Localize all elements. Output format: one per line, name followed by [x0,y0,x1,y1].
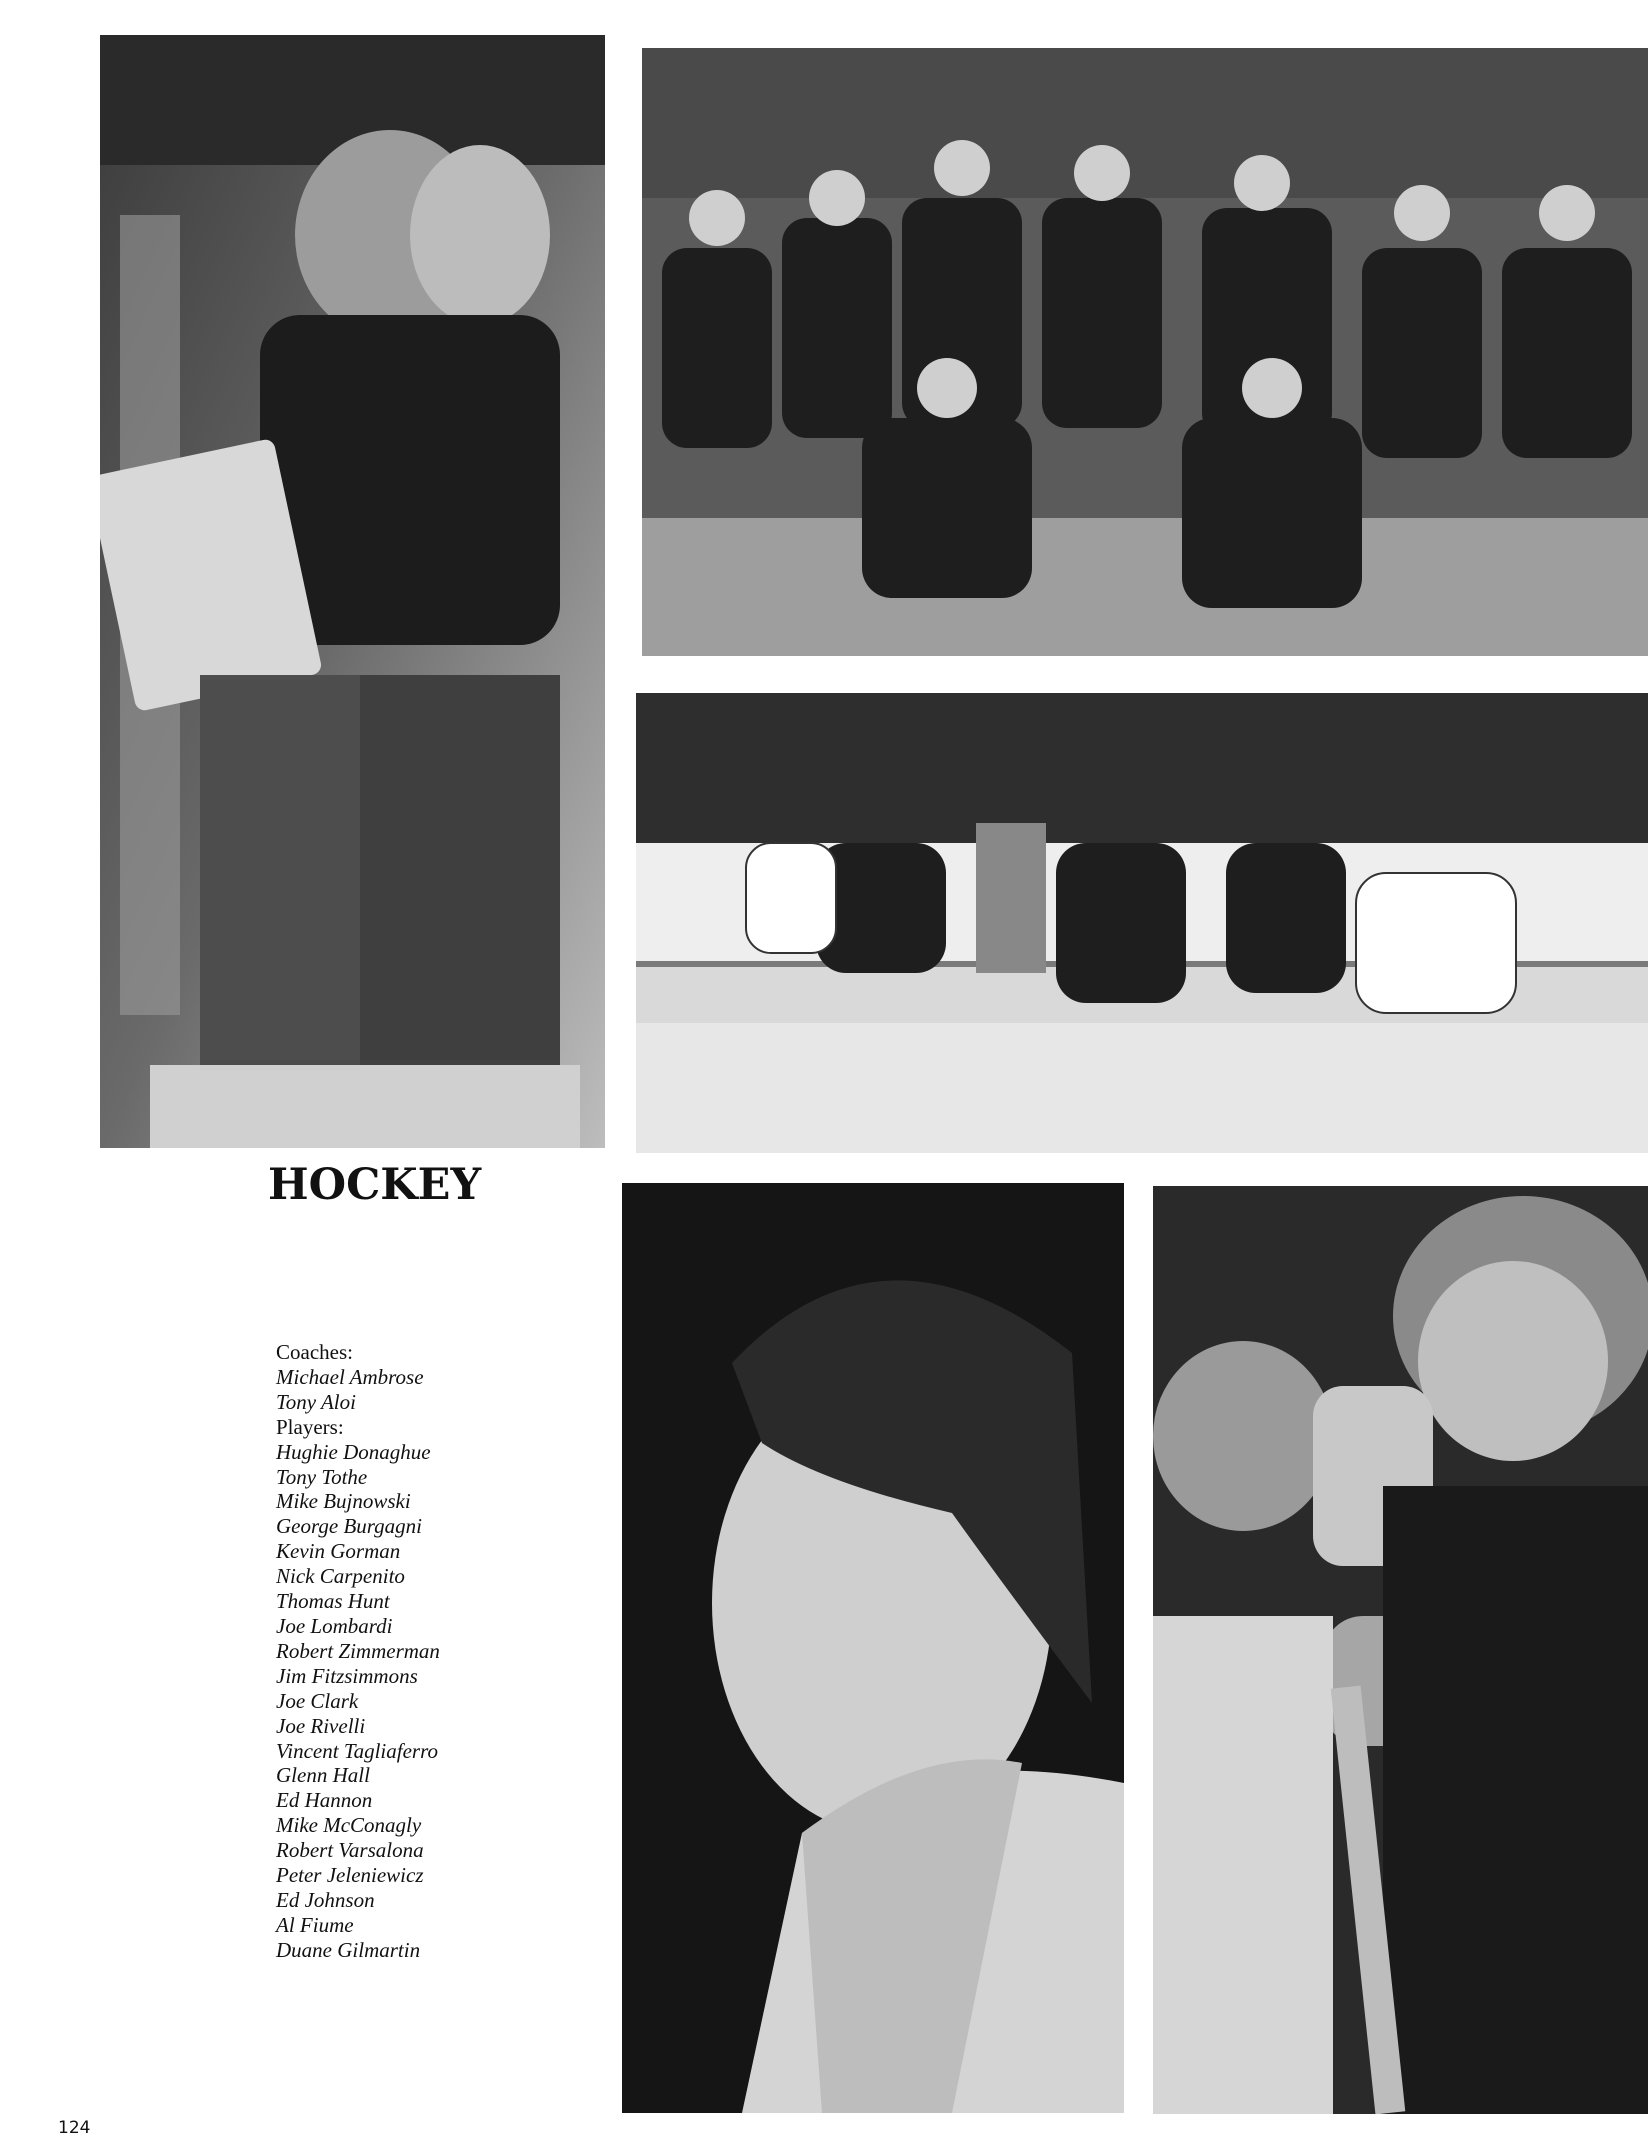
player-name: Robert Varsalona [276,1838,424,1863]
player-name: Mike McConagly [276,1813,422,1838]
player-name: Glenn Hall [276,1763,370,1788]
player-name: Ed Johnson [276,1887,375,1912]
coach-name: Tony Aloi [276,1389,356,1414]
player-name: Joe Rivelli [276,1713,366,1738]
player-name: Ed Hannon [276,1788,373,1813]
player-name: Nick Carpenito [276,1564,405,1589]
players-closeup-photo-image [1153,1186,1648,2114]
team-photo [642,48,1648,656]
players-label: Players: [276,1414,344,1439]
player-name: Tony Tothe [276,1464,368,1489]
player-name: Thomas Hunt [276,1589,390,1614]
player-name: Robert Zimmerman [276,1638,440,1663]
player-name: Hughie Donaghue [276,1439,431,1464]
player-name: Duane Gilmartin [276,1937,421,1962]
faceoff-photo [636,693,1648,1153]
player-name: Vincent Tagliaferro [276,1738,438,1763]
player-name: Joe Clark [276,1688,359,1713]
goalie-photo [100,35,605,1148]
page-number: 124 [58,2118,91,2138]
coach-photo-image [622,1183,1124,2113]
coach-name: Michael Ambrose [276,1364,424,1389]
player-name: Mike Bujnowski [276,1489,411,1514]
player-name: George Burgagni [276,1514,423,1539]
team-photo-image [642,48,1648,656]
roster [276,1340,440,1963]
player-name: Al Fiume [276,1912,354,1937]
page-title: HOCKEY [268,1160,482,1210]
player-name: Joe Lombardi [276,1613,393,1638]
player-name: Jim Fitzsimmons [276,1663,418,1688]
coaches-label: Coaches: [276,1340,353,1364]
coach-photo [622,1183,1124,2113]
players-closeup-photo [1153,1186,1648,2114]
faceoff-photo-image [636,693,1648,1153]
goalie-photo-image [100,35,605,1148]
player-name: Peter Jeleniewicz [276,1863,424,1888]
player-name: Kevin Gorman [276,1539,401,1564]
